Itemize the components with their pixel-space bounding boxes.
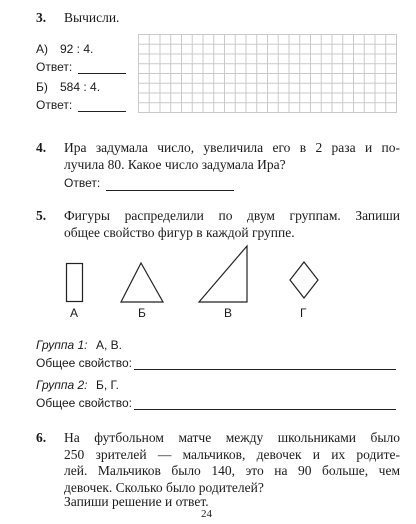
task3-number: 3. xyxy=(36,10,47,25)
group2-items: Б, Г. xyxy=(96,378,119,392)
task4-answer-label: Ответ: xyxy=(64,176,101,190)
figure-g-rhombus xyxy=(290,262,318,298)
task3-b-expression: 584 : 4. xyxy=(60,80,101,94)
task3-a-expression: 92 : 4. xyxy=(60,42,94,56)
task6-text xyxy=(64,430,400,496)
task5-line-2: общее свойство фигур в каждой группе. xyxy=(64,224,295,240)
task6-line-1: На футбольном матче между школьниками было xyxy=(64,430,400,445)
task6-instruction: Запиши решение и ответ. xyxy=(64,494,209,509)
task3-a-answer-label: Ответ: xyxy=(36,60,73,74)
group1-property-label: Общее свойство: xyxy=(36,356,132,370)
group2-label: Группа 2: xyxy=(36,378,88,392)
task4-line-1: Ира задумала число, увеличила его в 2 раза и по- xyxy=(64,140,400,155)
figure-label-g: Г xyxy=(300,306,307,320)
task6-line-4: девочек. Сколько было родителей? xyxy=(64,479,264,495)
figure-label-v: В xyxy=(224,306,233,320)
figure-a-rectangle xyxy=(67,264,83,302)
group1-property-line[interactable] xyxy=(134,369,396,370)
task3-b-answer-label: Ответ: xyxy=(36,98,73,112)
task3-title: Вычисли. xyxy=(64,10,120,25)
group2-property-label: Общее свойство: xyxy=(36,396,132,410)
task6-line-3: лей. Мальчиков было 140, это на 90 больше, чем xyxy=(64,463,400,478)
figure-label-b: Б xyxy=(138,306,146,320)
figure-b-triangle xyxy=(121,263,163,302)
task6-number: 6. xyxy=(36,430,47,445)
group2-property-line[interactable] xyxy=(134,409,396,410)
task3-b-label: Б) xyxy=(36,80,48,94)
task6-line-2: 250 зрителей — мальчиков, девочек и их родите- xyxy=(64,446,400,462)
page-number: 24 xyxy=(201,508,212,520)
group1-items: А, В. xyxy=(96,338,123,352)
figure-label-a: А xyxy=(70,306,79,320)
figure-v-right-triangle xyxy=(199,246,247,302)
task3-a-label: А) xyxy=(36,42,48,56)
task4-number: 4. xyxy=(36,140,47,155)
group1-label: Группа 1: xyxy=(36,338,88,352)
task5-number: 5. xyxy=(36,208,47,223)
task4-line-2: лучила 80. Какое число задумала Ира? xyxy=(64,156,286,172)
task5-line-1: Фигуры распределили по двум группам. Запиши xyxy=(64,208,400,223)
